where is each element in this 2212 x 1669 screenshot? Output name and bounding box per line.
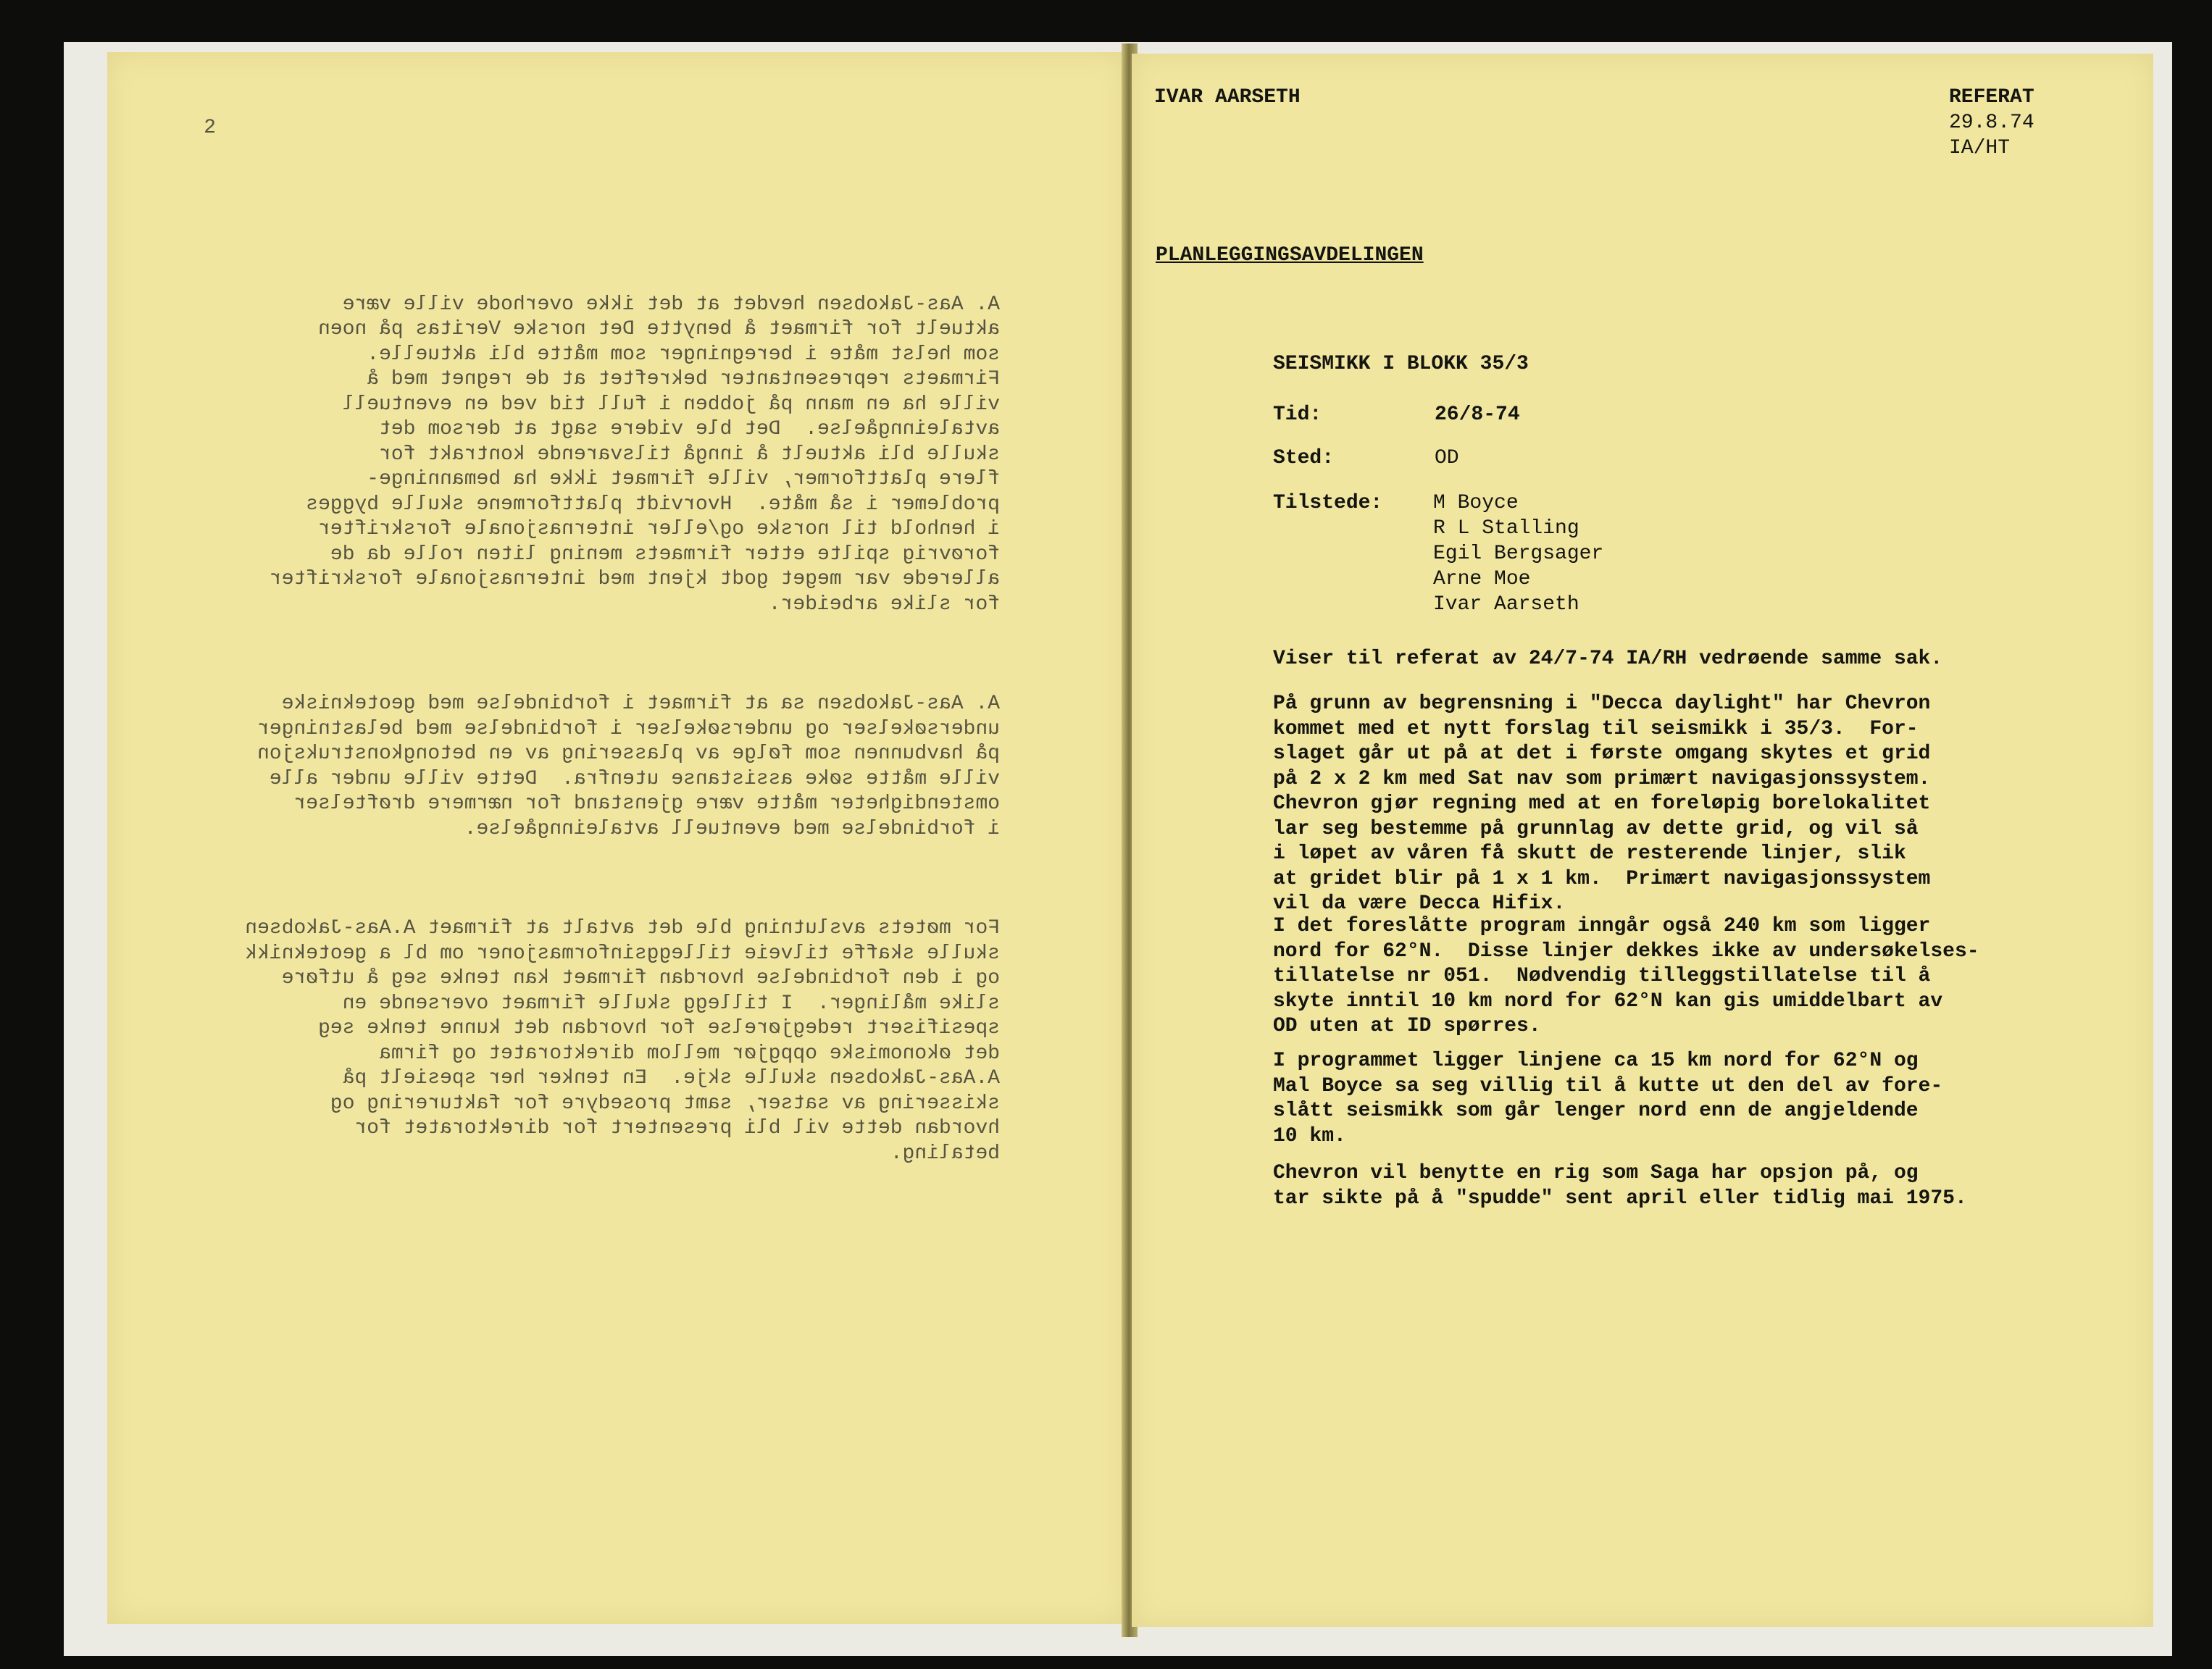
present-name-5: Ivar Aarseth [1433, 593, 1579, 616]
body-paragraph-5: Chevron vil benytte en rig som Saga har opsjon på, og tar sikte på å "spudde" sent april eller tidlig mai 1975. [1273, 1162, 1967, 1210]
time-value: 26/8-74 [1435, 403, 1520, 426]
present-name-1: M Boyce [1433, 492, 1519, 514]
present-name-2: R L Stalling [1433, 517, 1579, 540]
body-paragraph-2: På grunn av begrensning i "Decca daylight" har Chevron kommet med et nytt forslag til seismikk i 35/3. For- slaget går ut på at det i første omgang skytes et grid på 2 x 2 km med Sat nav som primært navigasjonssystem. Chevron gjør regning med at en foreløpig borelokalitet lar seg bestemme på grunnlag av dette grid, og vil så i løpet av våren få skutt de resterende linjer, slik at gridet blir på 1 x 1 km. Primært navigasjonssystem vil da være Decca Hifix. [1273, 693, 1931, 915]
place-label: Sted: [1273, 447, 1335, 469]
author-name: IVAR AARSETH [1154, 86, 1301, 109]
department-heading: PLANLEGGINGSAVDELINGEN [1156, 244, 1424, 267]
left-paragraph-1: A. Aas-Jakobsen hevdet at det ikke overhode ville være aktuelt for firmaet å benytte Det norske Veritas på noen som helst måte i beregninger som måtte bli aktuelle. Firmaets representanter bekreftet at de regnet med å ville ha en mann på jobben i full tid ved en eventuell avtaleinngåelse. Det ble videre sagt at dersom det skulle bli aktuelt å inngå tilsvarende kontrakt for flere plattformer, ville firmaet ikke ha bemanninge- problemer i så måte. Hvorvidt plattformene skulle bygges i henhold til norske og/eller internasjonale forskrifter forøvrig spilte etter firmaets mening liten rolle da de allerede var meget godt kjent med internasjonale forskrifter for slike arbeider. [269, 293, 1000, 616]
left-paragraph-3: For møtets avslutning ble det avtalt at firmaet A.Aas-Jakobsen skulle skaffe tilveie tilleggsinformasjoner om bl a geoteknikk og i den forbindelse hvordan firmaet kan tenke seg å utføre slike målinger. I tillegg skulle firmaet oversende en spesifisert redegjørelse for hvordan det kunne tenke seg det økonomiske oppgjør mellom direktoratet og firma A.Aas-Jakobsen skulle skje. En tenker her spesielt på skissering av satser, samt prosedyre for fakturering og hvordan dette vil bli presentert for direktoratet for betaling. [245, 917, 1000, 1165]
present-name-4: Arne Moe [1433, 568, 1531, 590]
document-type: REFERAT [1949, 86, 2034, 109]
left-page-text [145, 117, 1000, 1241]
present-name-3: Egil Bergsager [1433, 543, 1604, 565]
left-page-number: 2 [204, 117, 216, 139]
body-paragraph-3: I det foreslåtte program inngår også 240 km som ligger nord for 62°N. Disse linjer dekkes ikke av undersøkelses- tillatelse nr 051. Nødvendig tilleggstillatelse til å skyte inntil 10 km nord for 62°N kan gis umiddelbart av OD uten at ID spørres. [1273, 915, 1979, 1037]
subject-heading: SEISMIKK I BLOKK 35/3 [1273, 353, 1529, 375]
present-label: Tilstede: [1273, 492, 1383, 514]
place-value: OD [1435, 447, 1459, 469]
document-date: 29.8.74 [1949, 112, 2034, 134]
left-paragraph-2: A. Aas-Jakobsen sa at firmaet i forbindelse med geotekniske undersøkelser og undersøkelser i forbindelse med belastninger på havbunnen som følge av plassering av en betongkonstruksjon ville måtte søke assistanse utenfra. Dette ville under alle omstendigheter måtte være gjenstand for nærmere drøftelser i forbindelse med eventuell avtaleinngåelse. [257, 693, 1000, 840]
document-initials: IA/HT [1949, 137, 2011, 159]
body-paragraph-4: I programmet ligger linjene ca 15 km nord for 62°N og Mal Boyce sa seg villig til å kutte ut den del av fore- slått seismikk som går lenger nord enn de angjeldende 10 km. [1273, 1050, 1943, 1147]
body-paragraph-1: Viser til referat av 24/7-74 IA/RH vedrøende samme sak. [1273, 648, 1943, 670]
time-label: Tid: [1273, 403, 1322, 426]
